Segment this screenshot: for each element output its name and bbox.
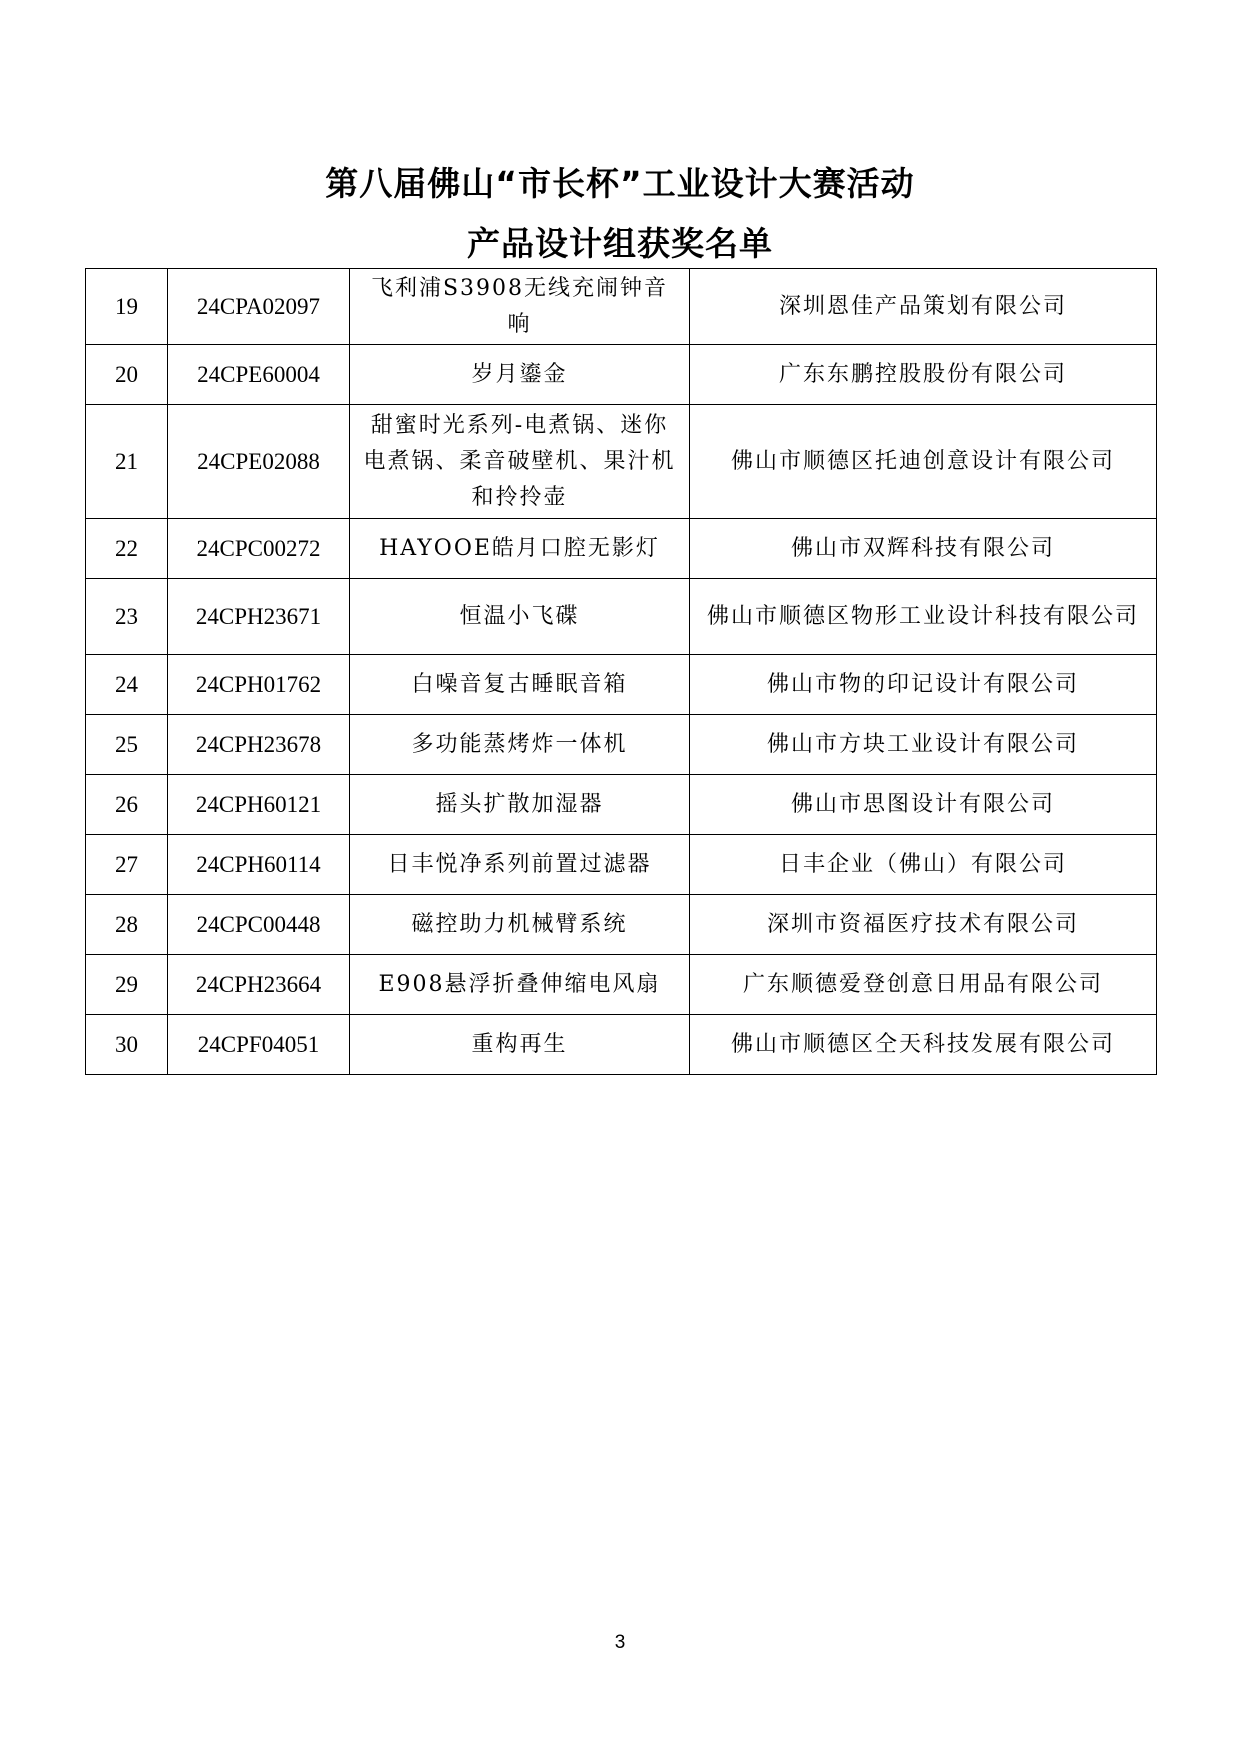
company-name: 广东东鹏控股股份有限公司 (690, 345, 1157, 405)
product-name: 日丰悦净系列前置过滤器 (350, 835, 690, 895)
product-name: 飞利浦S3908无线充闹钟音响 (350, 269, 690, 345)
award-table-body (86, 269, 1157, 1075)
product-name: E908悬浮折叠伸缩电风扇 (350, 955, 690, 1015)
row-number: 30 (86, 1015, 168, 1075)
row-number: 26 (86, 775, 168, 835)
entry-code: 24CPH60114 (168, 835, 350, 895)
table-row (86, 405, 1157, 519)
entry-code: 24CPH23664 (168, 955, 350, 1015)
table-row (86, 345, 1157, 405)
company-name: 广东顺德爱登创意日用品有限公司 (690, 955, 1157, 1015)
company-name: 佛山市双辉科技有限公司 (690, 519, 1157, 579)
product-name: 重构再生 (350, 1015, 690, 1075)
table-row (86, 579, 1157, 655)
document-title: 第八届佛山“市长杯”工业设计大赛活动 (325, 164, 915, 203)
row-number: 27 (86, 835, 168, 895)
entry-code: 24CPF04051 (168, 1015, 350, 1075)
entry-code: 24CPH01762 (168, 655, 350, 715)
table-row (86, 715, 1157, 775)
row-number: 23 (86, 579, 168, 655)
entry-code: 24CPA02097 (168, 269, 350, 345)
entry-code: 24CPC00272 (168, 519, 350, 579)
entry-code: 24CPH23671 (168, 579, 350, 655)
company-name: 佛山市物的印记设计有限公司 (690, 655, 1157, 715)
table-row (86, 895, 1157, 955)
entry-code: 24CPH23678 (168, 715, 350, 775)
product-name: 摇头扩散加湿器 (350, 775, 690, 835)
company-name: 佛山市顺德区托迪创意设计有限公司 (690, 405, 1157, 519)
company-name: 佛山市方块工业设计有限公司 (690, 715, 1157, 775)
product-name: 岁月鎏金 (350, 345, 690, 405)
page-number: 3 (614, 1632, 626, 1653)
product-name: 恒温小飞碟 (350, 579, 690, 655)
award-table (85, 268, 1157, 1075)
row-number: 19 (86, 269, 168, 345)
product-name: 白噪音复古睡眠音箱 (350, 655, 690, 715)
product-name: HAYOOE皓月口腔无影灯 (350, 519, 690, 579)
table-row (86, 655, 1157, 715)
table-row (86, 269, 1157, 345)
table-row (86, 955, 1157, 1015)
table-row (86, 519, 1157, 579)
row-number: 28 (86, 895, 168, 955)
document-subtitle: 产品设计组获奖名单 (467, 224, 773, 263)
entry-code: 24CPC00448 (168, 895, 350, 955)
row-number: 22 (86, 519, 168, 579)
row-number: 24 (86, 655, 168, 715)
row-number: 29 (86, 955, 168, 1015)
company-name: 深圳恩佳产品策划有限公司 (690, 269, 1157, 345)
entry-code: 24CPE60004 (168, 345, 350, 405)
entry-code: 24CPE02088 (168, 405, 350, 519)
company-name: 深圳市资福医疗技术有限公司 (690, 895, 1157, 955)
company-name: 佛山市顺德区物形工业设计科技有限公司 (690, 579, 1157, 655)
table-row (86, 775, 1157, 835)
product-name: 甜蜜时光系列-电煮锅、迷你电煮锅、柔音破壁机、果汁机和拎拎壶 (350, 405, 690, 519)
entry-code: 24CPH60121 (168, 775, 350, 835)
row-number: 20 (86, 345, 168, 405)
row-number: 25 (86, 715, 168, 775)
company-name: 日丰企业（佛山）有限公司 (690, 835, 1157, 895)
table-row (86, 835, 1157, 895)
product-name: 磁控助力机械臂系统 (350, 895, 690, 955)
company-name: 佛山市思图设计有限公司 (690, 775, 1157, 835)
table-row (86, 1015, 1157, 1075)
company-name: 佛山市顺德区仝天科技发展有限公司 (690, 1015, 1157, 1075)
product-name: 多功能蒸烤炸一体机 (350, 715, 690, 775)
row-number: 21 (86, 405, 168, 519)
